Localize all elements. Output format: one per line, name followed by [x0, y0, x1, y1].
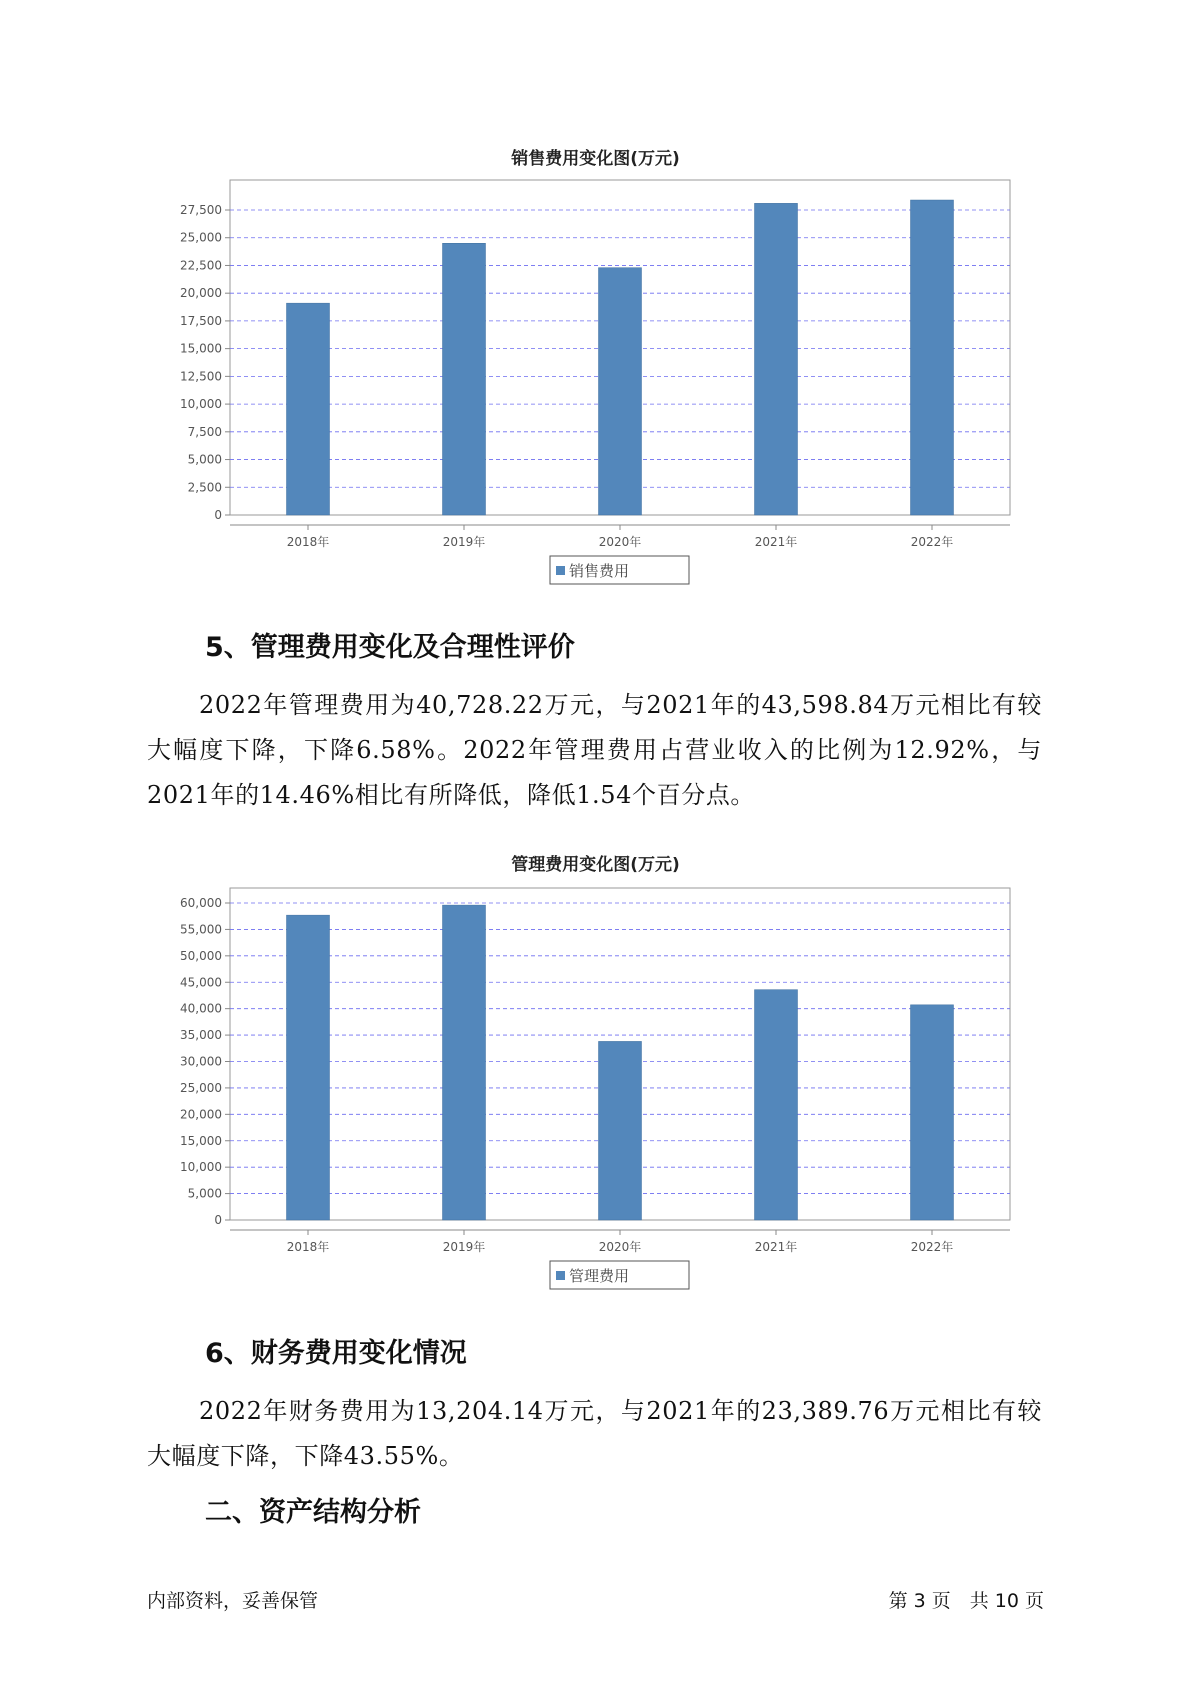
section-5-heading: 5、管理费用变化及合理性评价 [205, 632, 575, 663]
section-6-paragraph: 2022年财务费用为13,204.14万元，与2021年的23,389.76万元相比有较大幅度下降，下降43.55%。 [147, 1397, 1042, 1470]
y-tick-label: 55,000 [180, 922, 222, 937]
x-tick-label: 2019年 [442, 535, 486, 549]
y-tick-label: 0 [214, 508, 222, 522]
x-tick-label: 2021年 [754, 1240, 798, 1254]
bar [443, 905, 486, 1220]
y-tick-label: 10,000 [180, 1160, 222, 1175]
y-tick-label: 30,000 [180, 1054, 222, 1069]
bar [287, 915, 330, 1220]
footer-page-number: 第 3 页 共 10 页 [888, 1590, 1044, 1612]
y-tick-label: 20,000 [180, 1107, 222, 1122]
x-tick-label: 2019年 [442, 1240, 486, 1254]
section-asset-structure-heading: 二、资产结构分析 [205, 1497, 421, 1528]
section-5-paragraph: 2022年管理费用为40,728.22万元，与2021年的43,598.84万元相比有较大幅度下降，下降6.58%。2022年管理费用占营业收入的比例为12.92%，与2021年的14.46%相比有所降低，降低1.54个百分点。 [147, 691, 1042, 809]
y-tick-label: 5,000 [187, 1186, 222, 1201]
y-tick-label: 12,500 [180, 369, 222, 384]
y-tick-label: 22,500 [180, 258, 222, 273]
x-tick-label: 2018年 [286, 535, 330, 549]
y-tick-label: 7,500 [187, 424, 222, 439]
y-tick-label: 25,000 [180, 230, 222, 245]
x-tick-label: 2022年 [910, 1240, 954, 1254]
x-tick-label: 2018年 [286, 1240, 330, 1254]
x-tick-label: 2021年 [754, 535, 798, 549]
x-tick-label: 2020年 [598, 535, 642, 549]
y-tick-label: 35,000 [180, 1028, 222, 1043]
admin-expense-chart-title: 管理费用变化图(万元) [511, 855, 680, 875]
y-tick-label: 15,000 [180, 341, 222, 356]
y-tick-label: 25,000 [180, 1080, 222, 1095]
y-tick-label: 0 [214, 1213, 222, 1227]
y-tick-label: 27,500 [180, 203, 222, 217]
y-tick-label: 45,000 [180, 975, 222, 990]
y-tick-label: 60,000 [180, 896, 222, 910]
y-tick-label: 40,000 [180, 1001, 222, 1016]
y-tick-label: 10,000 [180, 397, 222, 412]
footer-confidential-note: 内部资料，妥善保管 [147, 1590, 319, 1612]
legend-swatch [556, 1271, 565, 1280]
y-tick-label: 15,000 [180, 1133, 222, 1148]
bar [755, 990, 798, 1220]
y-tick-label: 17,500 [180, 313, 222, 328]
bar [911, 1005, 954, 1220]
y-tick-label: 50,000 [180, 948, 222, 963]
y-tick-label: 20,000 [180, 286, 222, 301]
bar [599, 1041, 642, 1220]
section-6-heading: 6、财务费用变化情况 [205, 1338, 467, 1369]
x-tick-label: 2022年 [910, 535, 954, 549]
legend-label: 管理费用 [569, 1267, 630, 1285]
y-tick-label: 5,000 [187, 452, 222, 467]
y-tick-label: 2,500 [187, 480, 222, 495]
sales-expense-chart-title: 销售费用变化图(万元) [511, 149, 680, 169]
legend-label: 销售费用 [569, 562, 630, 580]
x-tick-label: 2020年 [598, 1240, 642, 1254]
